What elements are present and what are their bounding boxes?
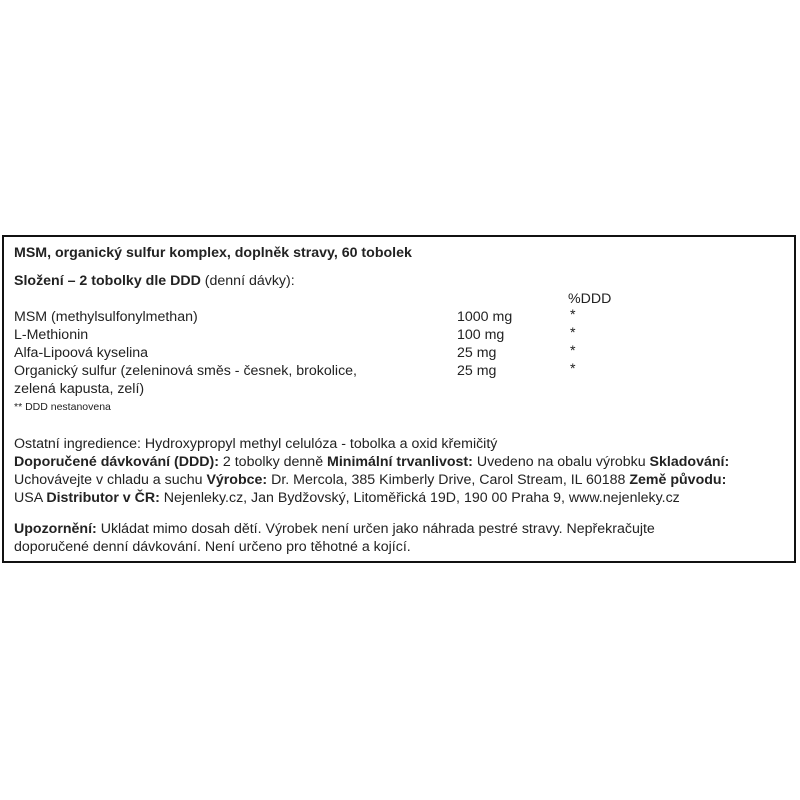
manufacturer-value: Dr. Mercola, 385 Kimberly Drive, Carol Stream, IL 60188 (267, 472, 630, 489)
manufacturer-label: Výrobce: (206, 472, 268, 489)
storage-label: Skladování: (649, 454, 730, 470)
warning-label: Upozornění: (14, 521, 97, 537)
composition-label-rest: (denní dávky): (200, 273, 295, 289)
ingredient-amount: 100 mg (457, 327, 505, 343)
dosage-value: 2 tobolky denně (218, 454, 328, 470)
warning (14, 520, 794, 556)
ingredient-row (14, 344, 714, 362)
product-title: MSM, organický sulfur komplex, doplněk stravy, 60 tobolek (14, 245, 412, 261)
distributor-label: Distributor v ČR: (46, 490, 160, 507)
origin-label: Země původu: (629, 472, 727, 489)
info-line-2 (14, 471, 794, 489)
storage-value: Uchovávejte v chladu a suchu (14, 472, 207, 489)
pct-ddd-header: %DDD (568, 291, 612, 307)
ingredient-amount: 25 mg (457, 363, 497, 379)
composition-heading (14, 272, 295, 290)
ingredient-name: Alfa-Lipoová kyselina (14, 345, 149, 361)
ingredient-row (14, 362, 714, 380)
warning-line-1 (14, 520, 794, 538)
distributor-value: Nejenleky.cz, Jan Bydžovský, Litoměřická 19D, 190 00 Praha 9, www.nejenleky.cz (159, 490, 680, 507)
footnote: ** DDD nestanovena (14, 401, 111, 413)
info-line-1 (14, 453, 794, 471)
ingredient-name-continuation: zelená kapusta, zelí) (14, 381, 145, 397)
ingredient-name: MSM (methylsulfonylmethan) (14, 309, 198, 325)
other-ingredients: Ostatní ingredience: Hydroxypropyl methyl celulóza - tobolka a oxid křemičitý (14, 436, 498, 452)
composition-label: Složení – 2 tobolky dle DDD (14, 273, 201, 289)
ingredient-name: Organický sulfur (zeleninová směs - česnek, brokolice, (14, 363, 358, 379)
shelf-life-label: Minimální trvanlivost: (327, 454, 473, 470)
dosage-label: Doporučené dávkování (DDD): (14, 454, 219, 470)
ingredient-pct: * (570, 343, 576, 359)
ingredient-pct: * (570, 307, 576, 323)
shelf-life-value: Uvedeno na obalu výrobku (472, 454, 650, 470)
ingredient-pct: * (570, 361, 576, 377)
origin-value: USA (14, 490, 47, 507)
warning-text-1: Ukládat mimo dosah dětí. Výrobek není určen jako náhrada pestré stravy. Nepřekračujte (96, 521, 655, 537)
info-line-3 (14, 489, 794, 507)
ingredient-name: L-Methionin (14, 327, 89, 343)
ingredient-row (14, 326, 714, 344)
ingredient-amount: 25 mg (457, 345, 497, 361)
ingredient-pct: * (570, 325, 576, 341)
ingredient-row (14, 308, 714, 326)
warning-line-2: doporučené denní dávkování. Není určeno pro těhotné a kojící. (14, 539, 411, 556)
product-label-box (2, 235, 796, 563)
ingredient-amount: 1000 mg (457, 309, 513, 325)
product-info (14, 453, 794, 508)
